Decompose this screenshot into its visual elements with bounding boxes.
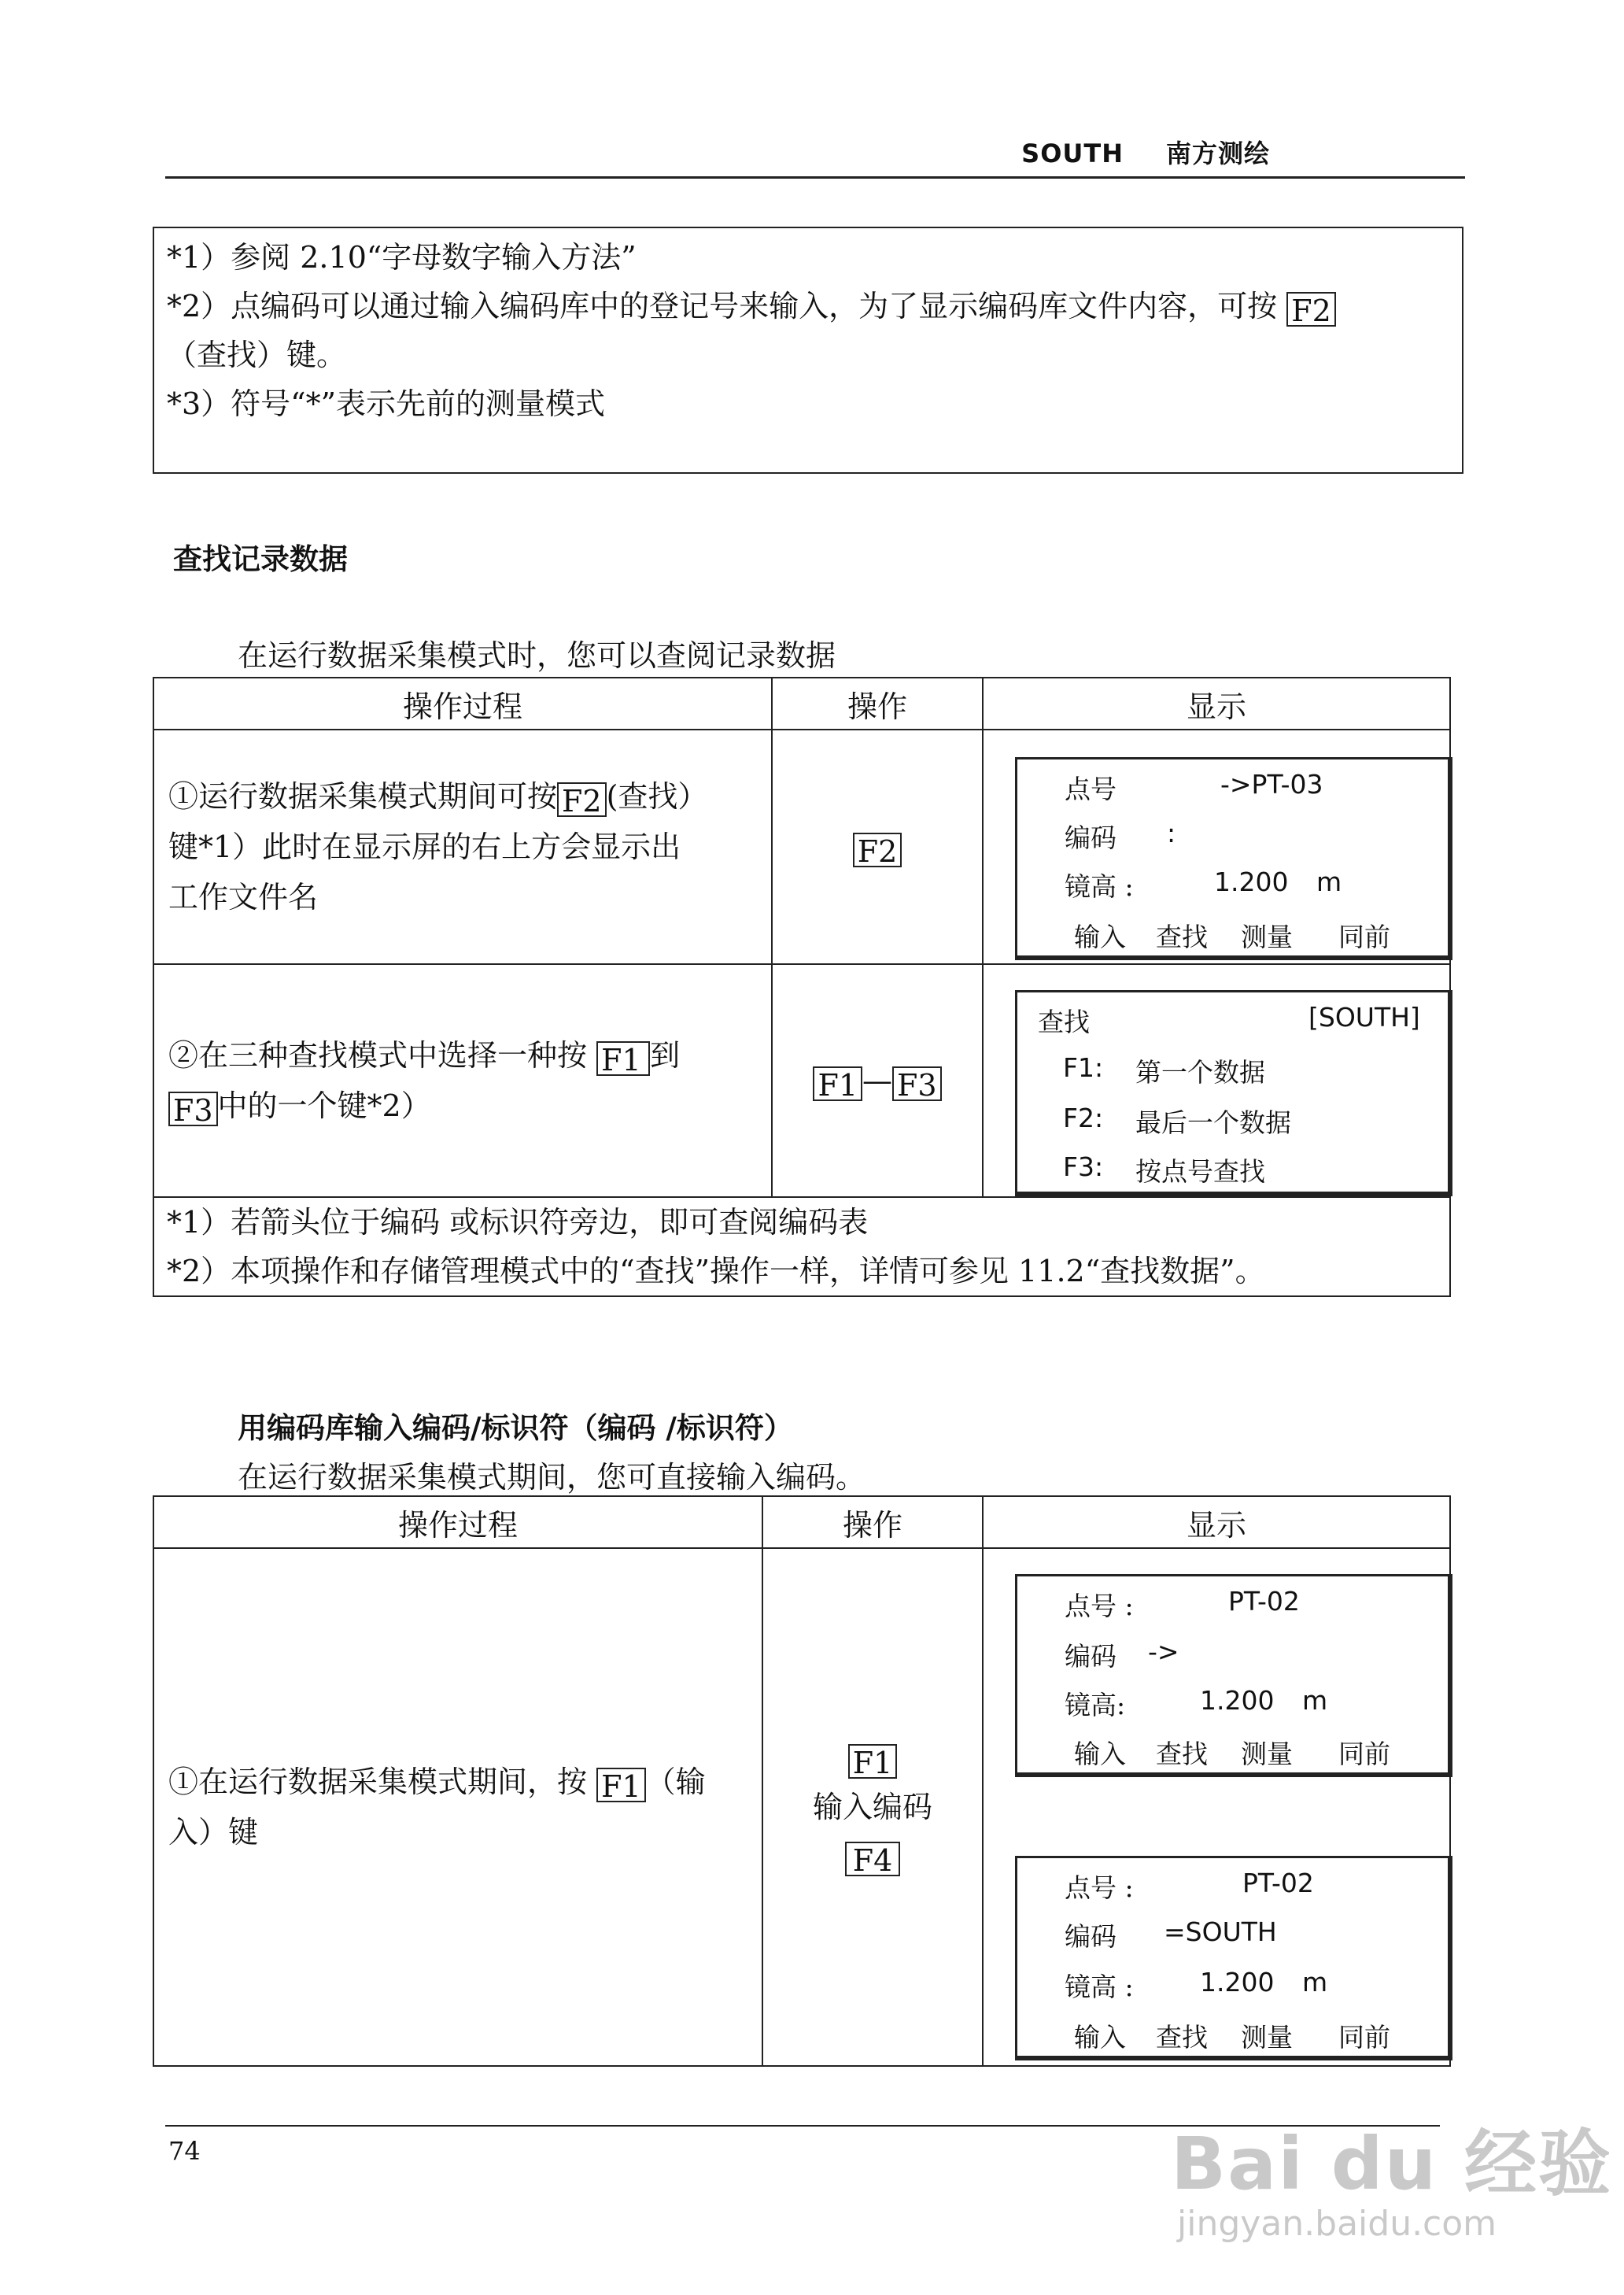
search-f3-key: F3: xyxy=(1063,1151,1104,1182)
lcd-screen-code-result: 点号 : PT-02 编码 =SOUTH 镜高 : 1.200 m 输入 查找 测量 同前 xyxy=(1015,1856,1452,2060)
step1-process: ①运行数据采集模式期间可按 F2 (查找） 键*1）此时在显示屏的右上方会显示出 工作文件名 xyxy=(153,730,772,964)
f1-key: F1 xyxy=(596,1768,646,1802)
input-code-label: 输入编码 xyxy=(812,1790,932,1824)
lcd-screen-point: 点号 ->PT-03 编码 : 镜高 : 1.200 m 输入 查找 测量 同前 xyxy=(1015,757,1452,960)
step1-display xyxy=(983,1548,1450,2066)
footnote-2: *2）本项操作和存储管理模式中的“查找”操作一样，详情可参见 11.2“查找数据”。 xyxy=(167,1254,1265,1288)
softkey-measure: 测量 xyxy=(1241,1739,1293,1769)
softkey-same: 同前 xyxy=(1338,2022,1390,2053)
section1-intro: 在运行数据采集模式时，您可以查阅记录数据 xyxy=(238,638,836,673)
header-rule xyxy=(165,176,1465,179)
f1-key: F1 xyxy=(848,1744,898,1779)
section2-table xyxy=(153,1495,1451,2067)
baidu-watermark-logo: Bai du 经验 xyxy=(1171,2122,1613,2206)
step2-operation: F1 — F3 xyxy=(772,964,983,1197)
f2-key: F2 xyxy=(853,833,902,867)
f4-key: F4 xyxy=(845,1842,901,1876)
softkey-measure: 测量 xyxy=(1241,922,1293,952)
header-brand: SOUTH xyxy=(1021,139,1124,168)
header-company: 南方测绘 xyxy=(1165,139,1270,168)
step1-operation xyxy=(772,730,983,964)
search-f2-key: F2: xyxy=(1063,1103,1104,1133)
softkey-input: 输入 xyxy=(1074,922,1126,952)
col-display: 显示 xyxy=(983,678,1450,730)
col-operation: 操作 xyxy=(772,678,983,730)
footnote-1: *1）若箭头位于编码 或标识符旁边，即可查阅编码表 xyxy=(167,1205,869,1240)
note-1: *1）参阅 2.10“字母数字输入方法” xyxy=(167,240,637,275)
softkey-search: 查找 xyxy=(1156,922,1208,952)
f2-key: F2 xyxy=(557,782,607,817)
section2-heading: 用编码库输入编码/标识符（编码 /标识符） xyxy=(238,1411,793,1445)
section1-table xyxy=(153,677,1451,1297)
baidu-watermark-url: jingyan.baidu.com xyxy=(1177,2204,1497,2244)
f1-key: F1 xyxy=(596,1041,650,1076)
section1-heading: 查找记录数据 xyxy=(173,542,348,576)
step2-display xyxy=(983,964,1450,1197)
softkey-measure: 测量 xyxy=(1241,2022,1293,2053)
softkey-input: 输入 xyxy=(1074,2022,1126,2053)
note-3: *3）符号“*”表示先前的测量模式 xyxy=(167,386,606,421)
col-operation: 操作 xyxy=(762,1496,983,1548)
page-header xyxy=(1021,134,1270,170)
f1-key: F1 xyxy=(813,1066,862,1101)
step1-display xyxy=(983,730,1450,964)
lcd-screen-search: 查找 [SOUTH] F1: 第一个数据 F2: 最后一个数据 F3: 按点号查找 xyxy=(1015,990,1452,1196)
softkey-search: 查找 xyxy=(1156,2022,1208,2053)
page-number: 74 xyxy=(168,2136,201,2166)
step1-operation xyxy=(762,1548,983,2066)
f3-key: F3 xyxy=(168,1092,218,1126)
softkey-same: 同前 xyxy=(1338,1739,1390,1769)
step2-process: ②在三种查找模式中选择一种按 F1 到 F3 中的一个键*2） xyxy=(153,964,772,1197)
note-2: *2）点编码可以通过输入编码库中的登记号来输入，为了显示编码库文件内容，可按 F2 xyxy=(167,282,1449,331)
step1-process: ①在运行数据采集模式期间，按 F1 （输 入）键 xyxy=(153,1548,762,2066)
note-2-cont: （查找）键。 xyxy=(167,338,347,372)
col-display: 显示 xyxy=(983,1496,1450,1548)
col-process: 操作过程 xyxy=(153,1496,762,1548)
col-process: 操作过程 xyxy=(153,678,772,730)
f3-key: F3 xyxy=(892,1066,942,1101)
section1-footnotes xyxy=(153,1197,1450,1296)
softkey-same: 同前 xyxy=(1338,922,1390,952)
f2-key: F2 xyxy=(1286,292,1336,327)
search-f1-key: F1: xyxy=(1063,1052,1104,1083)
notes-box xyxy=(153,227,1463,474)
section2-intro: 在运行数据采集模式期间，您可直接输入编码。 xyxy=(238,1460,866,1495)
lcd-screen-code-input: 点号 : PT-02 编码 -> 镜高: 1.200 m 输入 查找 测量 同前 xyxy=(1015,1574,1452,1777)
softkey-search: 查找 xyxy=(1156,1739,1208,1769)
softkey-input: 输入 xyxy=(1074,1739,1126,1769)
